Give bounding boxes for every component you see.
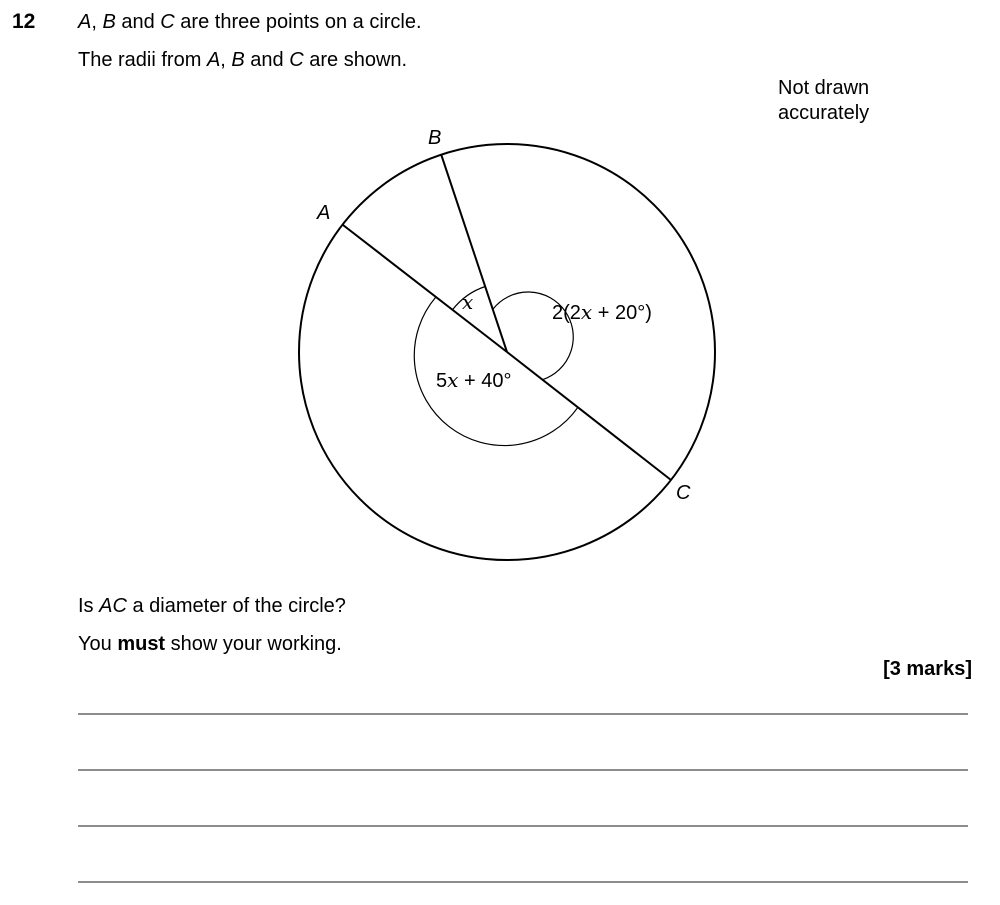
instruction-lead: You [78, 633, 118, 655]
angle-label-x: x [462, 290, 474, 314]
radii-sep-1: , [220, 49, 232, 71]
angle-ca-var: x [447, 368, 459, 392]
angle-ca-post: + 40° [458, 370, 512, 392]
radii-point-c: C [289, 49, 304, 71]
marks-label: [3 marks] [883, 658, 972, 680]
answer-line-4[interactable] [78, 881, 968, 883]
answer-line-2[interactable] [78, 769, 968, 771]
radii-point-b: B [231, 49, 245, 71]
angle-bc-pre: 2(2 [552, 302, 581, 324]
instruction-must: must [117, 633, 166, 655]
radii-tail: are shown. [303, 49, 408, 71]
intro-point-c: C [160, 11, 175, 33]
instruction-tail: show your working. [165, 633, 342, 655]
intro-point-a: A [78, 11, 92, 33]
radius-c [507, 352, 671, 480]
intro-point-b: B [102, 11, 116, 33]
ask-tail: a diameter of the circle? [126, 595, 346, 617]
ask-segment-ac: AC [99, 595, 127, 617]
radius-b [441, 154, 507, 352]
radii-lead: The radii from [78, 49, 207, 71]
answer-line-3[interactable] [78, 825, 968, 827]
not-drawn-accurately-note: Not drawn accurately [778, 77, 870, 124]
working-instruction [78, 633, 342, 656]
question-number: 12 [12, 10, 36, 33]
angle-ca-pre: 5 [436, 370, 448, 392]
radius-a [343, 225, 507, 352]
label-point-a: A [317, 202, 331, 224]
angle-label-bc [552, 300, 652, 324]
ask-lead: Is [78, 595, 100, 617]
intro-sep-2: and [115, 11, 161, 33]
intro-tail: are three points on a circle. [174, 11, 422, 33]
radii-sep-2: and [244, 49, 290, 71]
label-point-b: B [428, 127, 442, 149]
intro-sep-1: , [91, 11, 103, 33]
angle-bc-post: + 20°) [592, 302, 652, 324]
answer-line-1[interactable] [78, 713, 968, 715]
label-point-c: C [676, 482, 691, 504]
angle-bc-var: x [580, 300, 593, 324]
radii-point-a: A [206, 49, 221, 71]
question-ask [78, 595, 346, 618]
angle-label-ca [436, 368, 511, 392]
